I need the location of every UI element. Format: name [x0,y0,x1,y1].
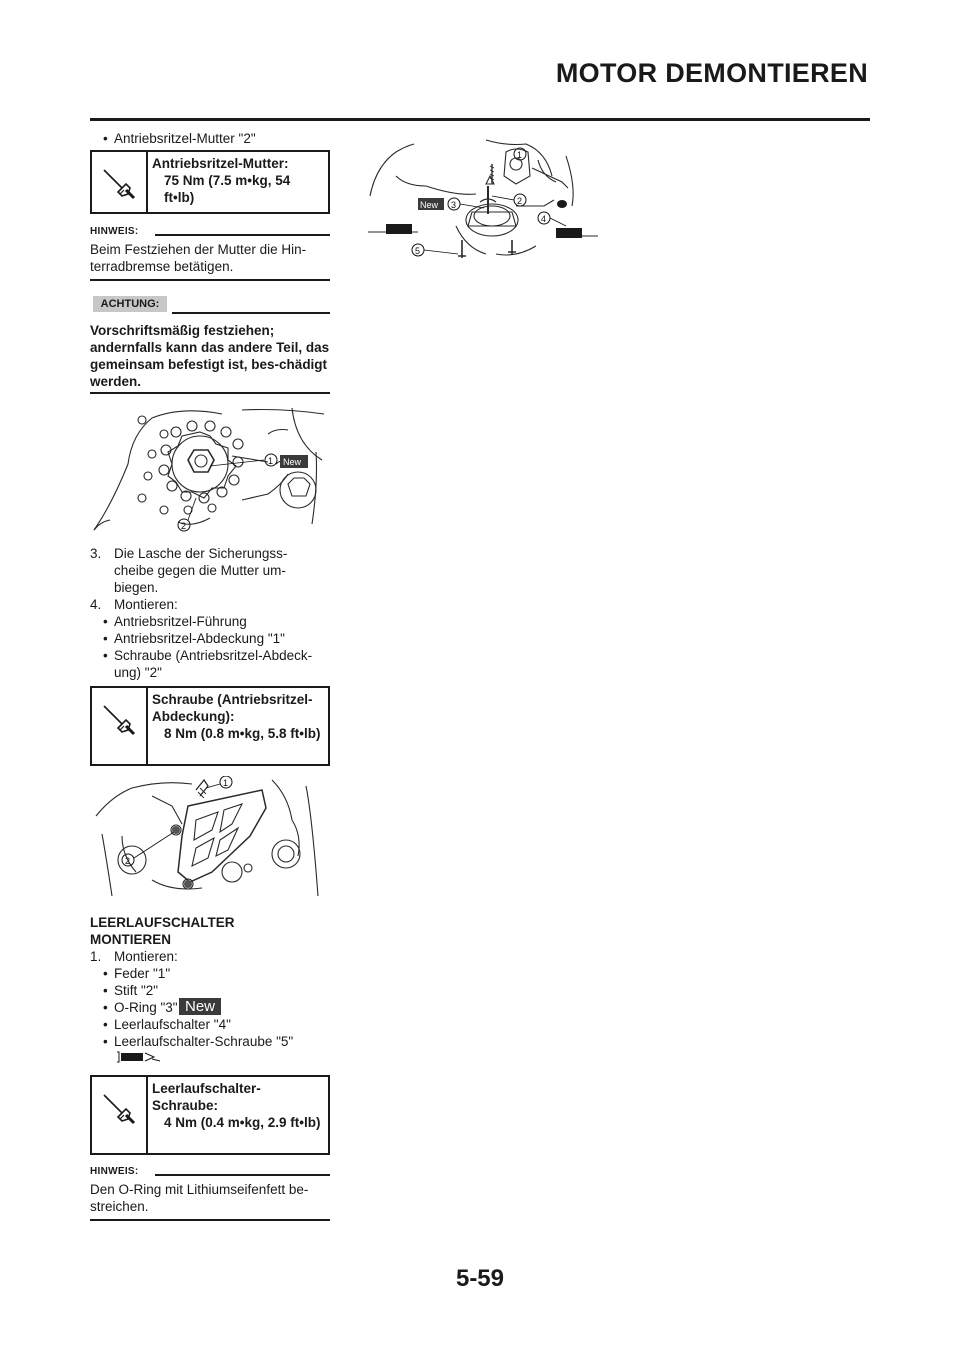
neutral-switch-illustration [366,136,602,266]
new-tag: New [283,457,302,467]
list-item: • Leerlaufschalter-Schraube "5" [114,1033,293,1050]
sprocket-cover-illustration [92,776,328,902]
caution-rule [172,312,330,314]
note-end-rule [90,1219,330,1221]
callout-3: 3 [451,200,457,210]
note-rule [155,1174,330,1176]
list-item: • Antriebsritzel-Abdeckung "1" [114,630,285,647]
section-heading: MONTIEREN [90,932,171,947]
callout-1: 1 [268,456,274,466]
list-item: • Leerlaufschalter "4" [114,1016,231,1033]
note-rule [155,234,330,236]
new-tag: New [420,200,439,210]
note-label: HINWEIS: [90,226,139,237]
sprocket-nut-illustration [92,404,328,534]
torque-icon-cell [92,1077,148,1153]
list-item: • Antriebsritzel-Mutter "2" [114,130,256,147]
torque-spec-box [90,686,330,766]
spec-name: Antriebsritzel-Mutter: [152,156,289,171]
spec-name: Schraube (Antriebsritzel-Abdeckung): [152,692,313,724]
list-item: • Schraube (Antriebsritzel-Abdeck-ung) "2" [114,647,328,681]
step-number: 1. [90,949,102,964]
torque-spec-box [90,150,330,214]
callout-2: 2 [125,856,131,866]
spec-value: 8 Nm (0.8 m•kg, 5.8 ft•lb) [164,726,321,741]
step-number: 4. [90,597,102,612]
list-item: • Antriebsritzel-Führung [114,613,247,630]
thread-locker-icon [116,1050,162,1064]
spec-name: Leerlaufschalter-Schraube: [152,1081,261,1113]
caution-text: Vorschriftsmäßig festziehen; andernfalls kann das andere Teil, das gemeinsam befestigt ist, bes-chädigt werden. [90,323,330,389]
callout-5: 5 [415,246,421,256]
torque-icon-cell [92,152,148,212]
callout-1: 1 [517,150,523,160]
note-label: HINWEIS: [90,1166,139,1177]
page-number: 5-59 [455,1265,505,1292]
callout-4: 4 [541,214,547,224]
header-rule [90,118,870,121]
spec-value: 4 Nm (0.4 m•kg, 2.9 ft•lb) [164,1115,321,1130]
note-end-rule [90,279,330,281]
torque-wrench-icon [100,164,140,204]
caution-label: ACHTUNG: [93,296,167,312]
step-text: Die Lasche der Sicherungss-cheibe gegen die Mutter um-biegen. [114,546,288,595]
list-item: • Feder "1" [114,965,170,982]
page-title: MOTOR DEMONTIEREN [555,58,868,88]
section-heading: LEERLAUFSCHALTER [90,915,235,930]
torque-wrench-icon [100,700,140,740]
new-tag: New [179,998,221,1015]
callout-1: 1 [223,778,229,788]
step-number: 3. [90,546,102,561]
note-text: Den O-Ring mit Lithiumseifenfett be-streichen. [90,1182,309,1214]
spec-value: 75 Nm (7.5 m•kg, 54 ft•lb) [164,173,291,205]
list-item: • O-Ring "3" [114,999,178,1016]
step-text: Montieren: [114,597,178,612]
list-item: • Stift "2" [114,982,158,999]
torque-wrench-icon [100,1089,140,1129]
callout-2: 2 [517,196,523,206]
caution-end-rule [90,392,330,394]
note-text: Beim Festziehen der Mutter die Hin-terradbremse betätigen. [90,242,307,274]
torque-icon-cell [92,688,148,764]
step-text: Montieren: [114,949,178,964]
callout-2: 2 [181,521,187,531]
torque-spec-box [90,1075,330,1155]
